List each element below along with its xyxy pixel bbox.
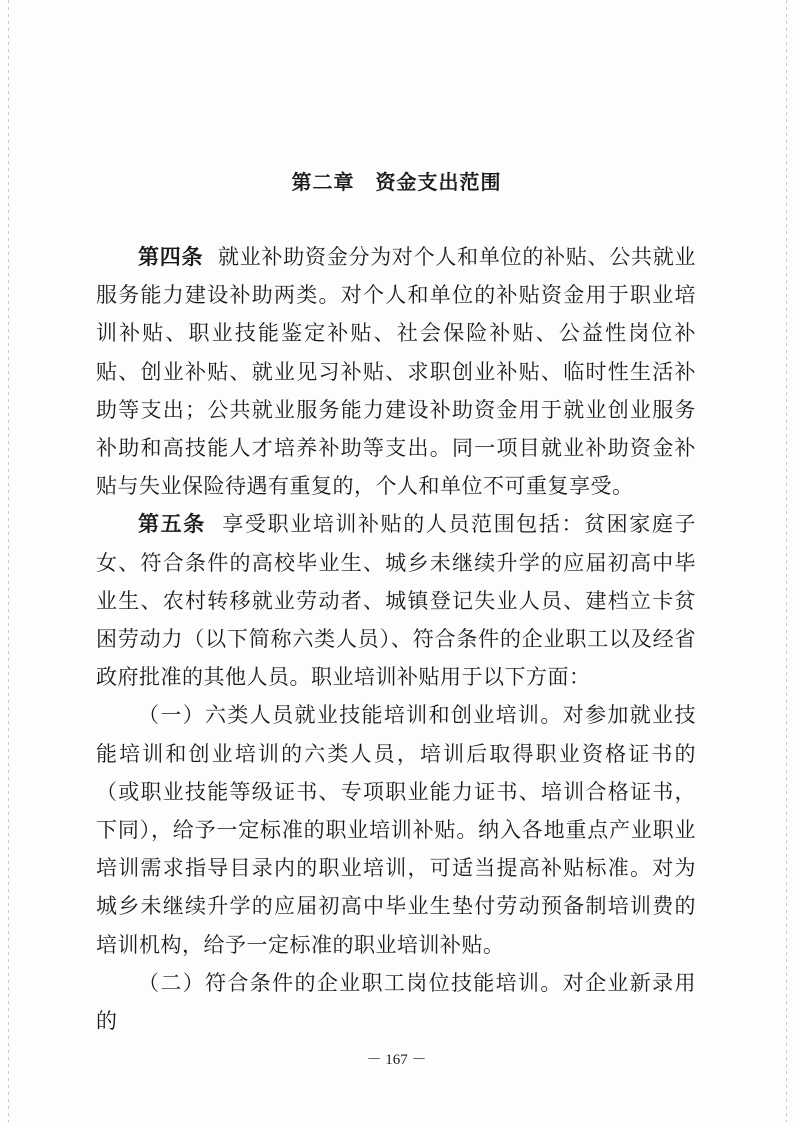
document-body <box>96 238 696 1040</box>
article-4-label: 第四条 <box>138 245 204 269</box>
page-number: － 167 － <box>366 1052 427 1068</box>
article-5-text: 享受职业培训补贴的人员范围包括：贫困家庭子女、符合条件的高校毕业生、城乡未继续升学的应届初高中毕业生、农村转移就业劳动者、城镇登记失业人员、建档立卡贫困劳动力（以下简称六类人员）、符合条件的企业职工以及经省政府批准的其他人员。职业培训补贴用于以下方面： <box>96 512 697 690</box>
item-1-paragraph <box>96 696 696 963</box>
article-5-paragraph <box>96 505 696 696</box>
item-2-text: （二）符合条件的企业职工岗位技能培训。对企业新录用的 <box>96 970 696 1034</box>
chapter-title: 第二章 资金支出范围 <box>291 170 502 194</box>
item-2-paragraph <box>96 964 696 1040</box>
article-5-label: 第五条 <box>138 512 206 537</box>
article-4-paragraph <box>96 238 696 505</box>
article-4-text: 就业补助资金分为对个人和单位的补贴、公共就业服务能力建设补助两类。对个人和单位的补贴资金用于职业培训补贴、职业技能鉴定补贴、社会保险补贴、公益性岗位补贴、创业补贴、就业见习补贴、求职创业补贴、临时性生活补助等支出；公共就业服务能力建设补助资金用于就业创业服务补助和高技能人才培养补助等支出。同一项目就业补助资金补贴与失业保险待遇有重复的，个人和单位不可重复享受。 <box>96 245 697 499</box>
item-1-text: （一）六类人员就业技能培训和创业培训。对参加就业技能培训和创业培训的六类人员，培训后取得职业资格证书的（或职业技能等级证书、专项职业能力证书、培训合格证书，下同），给予一定标准的职业培训补贴。纳入各地重点产业职业培训需求指导目录内的职业培训，可适当提高补贴标准。对为城乡未继续升学的应届初高中毕业生垫付劳动预备制培训费的培训机构，给予一定标准的职业培训补贴。 <box>96 703 696 957</box>
